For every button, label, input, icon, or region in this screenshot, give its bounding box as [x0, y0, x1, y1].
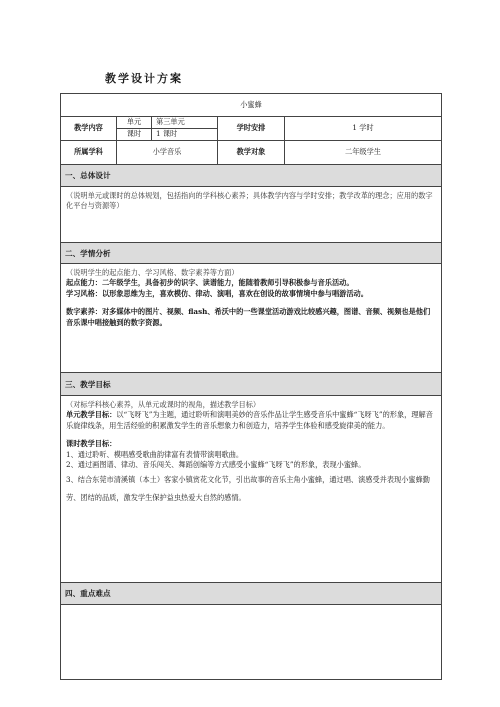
section-header-overall-design: 一、总体设计 — [61, 165, 442, 187]
target-value: 二年级学生 — [285, 141, 442, 165]
unit-goal-label: 单元教学目标： — [66, 410, 117, 420]
section-body-learner-analysis — [61, 264, 442, 373]
schedule-label: 学时安排 — [218, 117, 285, 141]
section-header-learner-analysis: 二、学情分析 — [61, 243, 442, 264]
teaching-goals-note: （对标学科核心素养，从单元或课时的视角，描述教学目标） — [66, 400, 261, 409]
lesson-goal-3: 3、结合东莞市清溪镇（本土）客家小镇赏花文化节，引出故事的音乐主角小蜜蜂，通过唱、演感受并表现小蜜蜂勤劳、团结的品质，激发学生保护益虫热爱大自然的感情。 — [66, 474, 430, 502]
unit-goal-paragraph — [66, 410, 436, 431]
unit-value: 第三单元 — [152, 117, 218, 129]
learner-analysis-note: （说明学生的起点能力、学习风格、数字素养等方面） — [66, 268, 239, 277]
starting-ability-paragraph — [66, 278, 436, 288]
starting-ability-label: 起点能力： — [66, 278, 102, 288]
section-body-overall-design — [61, 187, 442, 243]
lesson-goal-label: 课时教学目标： — [66, 439, 117, 449]
section-body-teaching-goals — [61, 396, 442, 583]
period-label: 课时 — [117, 129, 152, 141]
target-label: 教学对象 — [218, 141, 285, 165]
learning-style-paragraph — [66, 289, 436, 299]
digital-literacy-paragraph — [66, 307, 436, 328]
subject-label: 所属学科 — [61, 141, 117, 165]
unit-goal-text: 以“飞呀飞”为主题，通过聆听和演唱美妙的音乐作品让学生感受音乐中蜜蜂“飞呀飞”的形象，理解音乐旋律线条，用生活经验的积累激发学生的音乐想象力和创造力，培养学生体验和感受旋律美的能力。 — [66, 410, 433, 430]
learning-style-label: 学习风格： — [66, 288, 102, 298]
period-value: 1 课时 — [152, 129, 218, 141]
subject-value: 小学音乐 — [117, 141, 218, 165]
lesson-goal-2: 2、通过画图谱、律动、音乐闯关、舞蹈创编等方式感受小蜜蜂“飞呀飞”的形象，表现小蜜蜂。 — [66, 460, 366, 470]
unit-label: 单元 — [117, 117, 152, 129]
overall-design-note: （说明单元或课时的总体规划，包括指向的学科核心素养；具体教学内容与学时安排；教学改革的理念；应用的数字化平台与资源等） — [66, 191, 433, 211]
content-label: 教学内容 — [61, 117, 117, 141]
digital-literacy-text: 对多媒体中的图片、视频、flash、希沃中的一些课堂活动游戏比较感兴趣，图谱、音频、视频也是他们音乐课中唱接触到的数字资源。 — [66, 307, 431, 327]
section-body-key-difficulties — [61, 605, 442, 680]
schedule-value: 1 学时 — [285, 117, 442, 141]
starting-ability-text: 二年级学生，具备初步的识字、读谱能力，能随着教师引导积极参与音乐活动。 — [101, 278, 354, 288]
learning-style-text: 以形象思维为主，喜欢模仿、律动、演唱，喜欢在创设的故事情境中参与唱游活动。 — [101, 288, 368, 298]
lesson-name: 小蜜蜂 — [61, 94, 442, 117]
document-title: 教学设计方案 — [105, 72, 183, 85]
lesson-plan-table — [60, 93, 442, 680]
digital-literacy-label: 数字素养： — [66, 307, 102, 317]
lesson-goal-1: 1、通过聆听、模唱感受歌曲韵律富有表情带演唱歌曲。 — [66, 449, 244, 459]
section-header-teaching-goals: 三、教学目标 — [61, 373, 442, 396]
section-header-key-difficulties: 四、重点难点 — [61, 583, 442, 605]
